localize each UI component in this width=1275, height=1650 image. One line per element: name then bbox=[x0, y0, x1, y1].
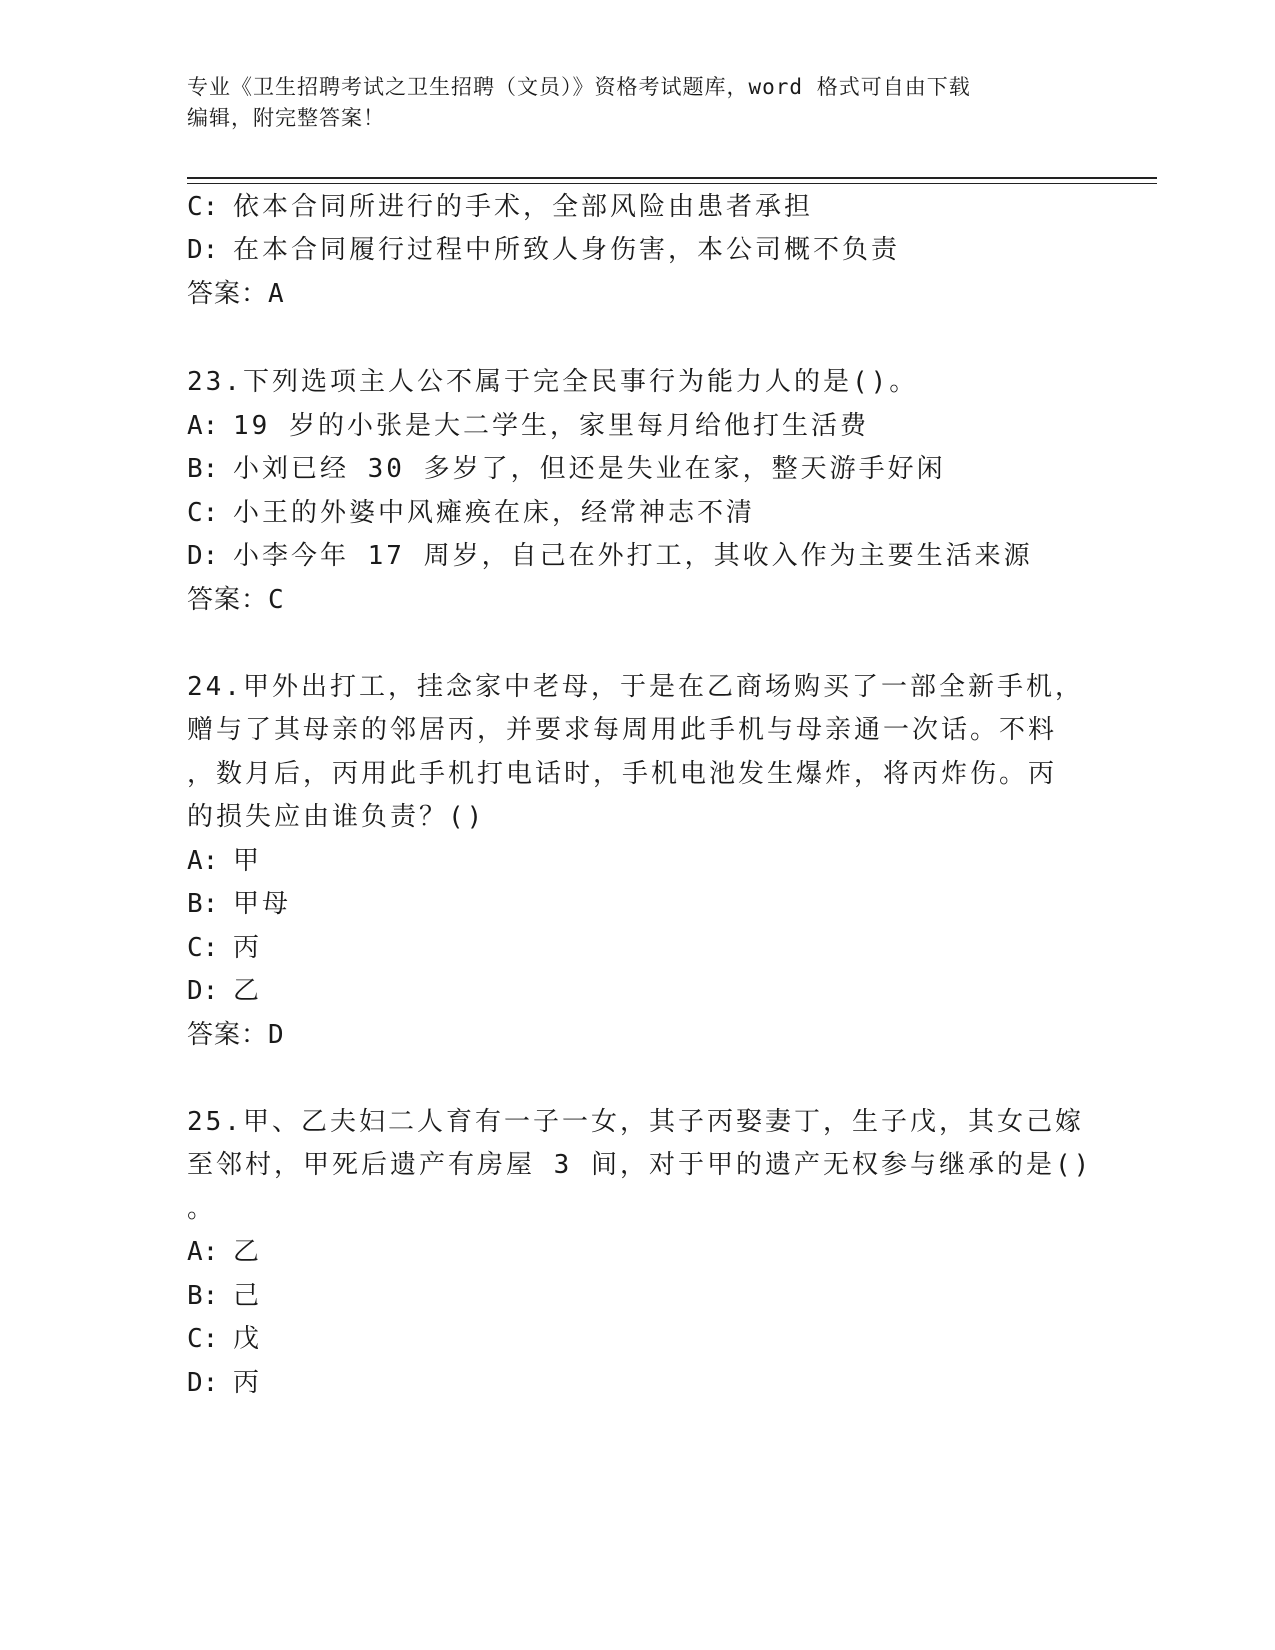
q24-option-c bbox=[187, 931, 262, 965]
header-line-1: 专业《卫生招聘考试之卫生招聘（文员）》资格考试题库，word 格式可自由下载 bbox=[187, 75, 971, 99]
q24-stem-line-3 bbox=[187, 757, 1057, 791]
q25-option-b bbox=[187, 1279, 262, 1313]
q25-option-d bbox=[187, 1366, 262, 1400]
option-text: 在本合同履行过程中所致人身伤害，本公司概不负责 bbox=[233, 235, 901, 265]
q23-option-d bbox=[187, 539, 1033, 573]
option-key: B: bbox=[187, 1281, 219, 1311]
header-divider-thick bbox=[187, 177, 1157, 179]
document-header bbox=[187, 72, 1087, 134]
option-key: D: bbox=[187, 976, 219, 1006]
q24-option-b bbox=[187, 887, 291, 921]
q24-answer bbox=[187, 1018, 285, 1052]
q25-option-a bbox=[187, 1235, 262, 1269]
header-divider-thin bbox=[187, 183, 1157, 184]
option-text: 乙 bbox=[233, 1237, 263, 1267]
option-text: 依本合同所进行的手术，全部风险由患者承担 bbox=[233, 192, 814, 222]
q24-option-d bbox=[187, 974, 262, 1008]
option-text: 己 bbox=[233, 1281, 263, 1311]
q23-option-a bbox=[187, 409, 869, 443]
q22-answer bbox=[187, 277, 285, 311]
q24-stem-line-4 bbox=[187, 800, 485, 834]
q23-stem bbox=[187, 365, 918, 399]
option-key: C: bbox=[187, 933, 219, 963]
q22-option-d bbox=[187, 233, 900, 267]
option-key: A: bbox=[187, 1237, 219, 1267]
answer-value: D bbox=[268, 1020, 285, 1050]
header-line-2: 编辑，附完整答案！ bbox=[187, 106, 385, 130]
option-text: 小刘已经 30 多岁了，但还是失业在家，整天游手好闲 bbox=[233, 454, 946, 484]
q23-option-b bbox=[187, 452, 946, 486]
option-key: A: bbox=[187, 411, 219, 441]
q23-option-c bbox=[187, 496, 755, 530]
question-stem-line: 24.甲外出打工，挂念家中老母，于是在乙商场购买了一部全新手机， bbox=[187, 672, 1084, 702]
q23-answer bbox=[187, 583, 285, 617]
option-key: C: bbox=[187, 498, 219, 528]
option-key: B: bbox=[187, 889, 219, 919]
q25-stem-line-2 bbox=[187, 1148, 1092, 1182]
q25-stem-line-3 bbox=[187, 1192, 216, 1226]
option-key: B: bbox=[187, 454, 219, 484]
option-key: D: bbox=[187, 235, 219, 265]
question-stem-line: 的损失应由谁负责？() bbox=[187, 802, 486, 832]
option-text: 乙 bbox=[233, 976, 263, 1006]
q24-option-a bbox=[187, 844, 262, 878]
option-text: 甲 bbox=[233, 846, 263, 876]
question-stem-line: 23.下列选项主人公不属于完全民事行为能力人的是()。 bbox=[187, 367, 919, 397]
option-key: C: bbox=[187, 192, 219, 222]
question-stem-line: ，数月后，丙用此手机打电话时，手机电池发生爆炸，将丙炸伤。丙 bbox=[187, 759, 1058, 789]
option-text: 丙 bbox=[233, 1368, 263, 1398]
option-text: 19 岁的小张是大二学生，家里每月给他打生活费 bbox=[233, 411, 869, 441]
option-key: D: bbox=[187, 541, 219, 571]
answer-label: 答案： bbox=[187, 279, 269, 309]
option-text: 丙 bbox=[233, 933, 263, 963]
option-text: 小李今年 17 周岁，自己在外打工，其收入作为主要生活来源 bbox=[233, 541, 1033, 571]
answer-label: 答案： bbox=[187, 1020, 269, 1050]
option-text: 甲母 bbox=[233, 889, 292, 919]
q22-option-c bbox=[187, 190, 813, 224]
answer-value: A bbox=[268, 279, 285, 309]
question-stem-line: 。 bbox=[187, 1194, 217, 1224]
answer-label: 答案： bbox=[187, 585, 269, 615]
option-text: 小王的外婆中风瘫痪在床，经常神志不清 bbox=[233, 498, 756, 528]
q24-stem-line-2 bbox=[187, 713, 1057, 747]
option-key: A: bbox=[187, 846, 219, 876]
option-text: 戊 bbox=[233, 1324, 263, 1354]
q24-stem-line-1 bbox=[187, 670, 1084, 704]
q25-option-c bbox=[187, 1322, 262, 1356]
answer-value: C bbox=[268, 585, 285, 615]
question-stem-line: 至邻村，甲死后遗产有房屋 3 间，对于甲的遗产无权参与继承的是() bbox=[187, 1150, 1093, 1180]
option-key: D: bbox=[187, 1368, 219, 1398]
question-stem-line: 25.甲、乙夫妇二人育有一子一女，其子丙娶妻丁，生子戊，其女己嫁 bbox=[187, 1107, 1084, 1137]
option-key: C: bbox=[187, 1324, 219, 1354]
q25-stem-line-1 bbox=[187, 1105, 1084, 1139]
question-stem-line: 赠与了其母亲的邻居丙，并要求每周用此手机与母亲通一次话。不料 bbox=[187, 715, 1058, 745]
